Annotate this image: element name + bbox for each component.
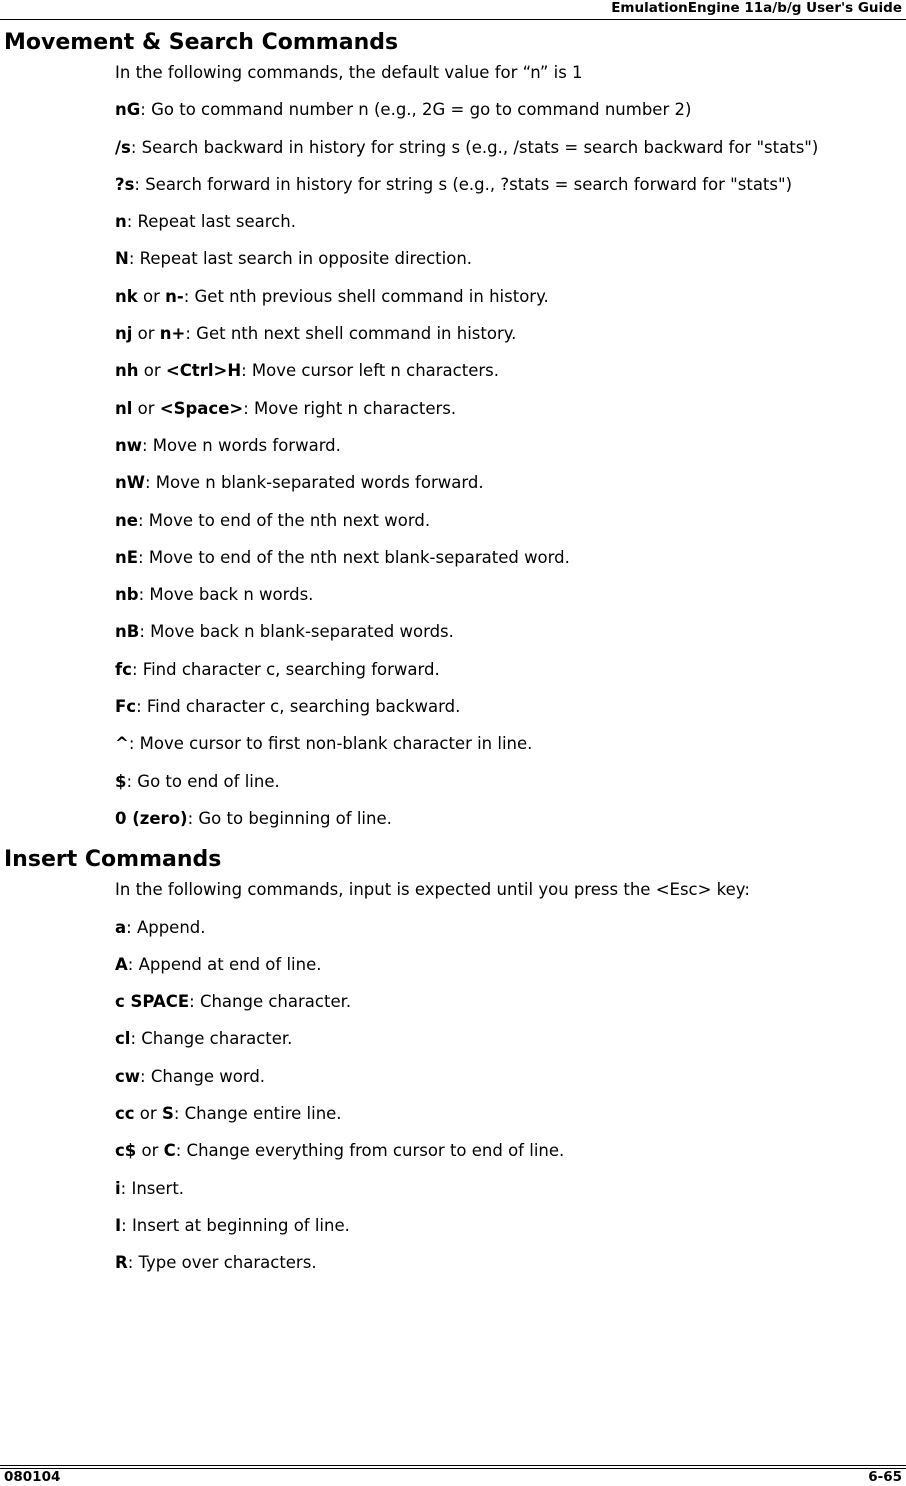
command-key: n [115,212,127,232]
command-key: A [115,954,128,974]
section-intro: In the following commands, input is expected until you press the <Esc> key: [115,880,750,900]
command-item [115,286,903,308]
command-item [115,547,903,569]
command-description: : Move n blank-separated words forward. [144,473,484,493]
command-description: : Change word. [140,1066,266,1086]
command-item [115,1252,903,1274]
command-item [115,360,903,382]
command-description: : Change character. [130,1029,293,1049]
command-item [115,211,903,233]
command-description: : Move to end of the nth next word. [137,510,431,530]
command-description: : Get nth next shell command in history. [185,324,517,344]
command-key: nb [115,585,139,605]
command-description: : Change character. [189,992,352,1012]
command-item [115,248,903,270]
command-key: c SPACE [115,992,190,1012]
section-intro: In the following commands, the default value for “n” is 1 [115,63,583,82]
command-key: nl [115,398,133,418]
command-item [115,323,903,345]
command-key: /s [115,137,131,157]
command-key: nk [115,286,138,306]
command-item [115,398,903,420]
command-description: : Change entire line. [173,1104,342,1124]
command-item [115,1103,903,1125]
command-item [115,659,903,681]
command-description: : Move to end of the nth next blank-separated word. [138,547,570,567]
command-key: nE [115,547,139,567]
command-description: : Move cursor left n characters. [241,361,499,381]
command-item [115,435,903,457]
command-key: n- [165,286,184,306]
command-key: S [161,1104,174,1124]
command-key: Fc [115,697,137,717]
command-key: nW [115,473,145,493]
command-item [115,991,903,1013]
command-description: : Search forward in history for string s (e.g., ?stats = search forward for "stats") [134,174,793,194]
command-item [115,696,903,718]
section-heading: Insert Commands [4,847,222,873]
command-item [115,771,903,793]
command-key: I [115,1215,122,1235]
command-key: nj [115,324,133,344]
command-key: n+ [159,324,186,344]
command-connector: or [132,398,160,418]
command-key: R [115,1253,128,1273]
command-description: : Move back n blank-separated words. [139,622,454,642]
command-description: : Append. [126,917,206,937]
command-description: : Go to end of line. [126,771,280,791]
command-key: C [163,1141,176,1161]
command-item [115,472,903,494]
command-item [115,954,903,976]
command-description: : Repeat last search in opposite direction. [128,249,473,269]
command-item [115,1028,903,1050]
command-description: : Insert at beginning of line. [121,1215,350,1235]
command-key: N [115,249,129,269]
command-item [115,99,903,121]
section-movement-search-commands [0,28,906,830]
command-key: nG [115,100,141,120]
command-connector: or [137,286,166,306]
command-key: $ [115,771,127,791]
command-key: nh [115,361,139,381]
command-key: i [115,1178,121,1198]
section-heading: Movement & Search Commands [4,30,399,55]
footer-rule [0,1465,906,1466]
command-description: : Type over characters. [127,1253,317,1273]
command-item [115,510,903,532]
command-description: : Move back n words. [138,585,314,605]
command-item [115,174,903,196]
command-key: <Space> [159,398,244,418]
command-description: : Search backward in history for string s (e.g., /stats = search backward for "stats") [130,137,819,157]
command-item [115,808,903,830]
command-items [115,99,903,830]
command-key: a [115,917,127,937]
command-item [115,1178,903,1200]
command-key: nw [115,435,142,455]
command-list [115,879,903,1274]
command-description: : Append at end of line. [127,954,322,974]
command-description: : Find character c, searching forward. [131,659,440,679]
command-connector: or [134,1104,162,1124]
command-key: ^ [115,734,129,754]
page-number: 6-65 [868,1469,902,1485]
footer-rule [0,1468,906,1469]
command-key: nB [115,622,140,642]
command-description: : Repeat last search. [126,212,296,232]
command-item [115,584,903,606]
command-description: : Go to command number n (e.g., 2G = go to command number 2) [140,100,692,120]
document-number: 080104 [4,1469,61,1485]
command-key: cc [115,1104,135,1124]
command-connector: or [138,361,166,381]
command-description: : Insert. [120,1178,185,1198]
command-description: : Find character c, searching backward. [136,697,461,717]
command-item [115,621,903,643]
section-insert-commands [0,845,906,1274]
command-key: cw [115,1066,141,1086]
command-connector: or [132,324,160,344]
command-description: : Move right n characters. [243,398,457,418]
command-item [115,917,903,939]
command-key: <Ctrl>H [165,361,242,381]
page-footer [0,1465,906,1486]
command-key: cl [115,1029,131,1049]
command-key: ne [115,510,138,530]
command-description: : Move cursor to first non-blank character in line. [128,734,533,754]
command-description: : Move n words forward. [142,435,341,455]
page-header [0,0,906,20]
command-list [115,62,903,830]
document-title: EmulationEngine 11a/b/g User's Guide [611,0,902,16]
command-key: 0 (zero) [115,808,188,828]
page-content [0,28,906,1290]
command-key: c$ [115,1141,137,1161]
command-item [115,137,903,159]
command-item [115,1215,903,1237]
command-key: fc [115,659,132,679]
command-items [115,917,903,1275]
command-description: : Go to beginning of line. [187,808,392,828]
command-item [115,1140,903,1162]
command-key: ?s [115,174,135,194]
command-description: : Change everything from cursor to end of line. [175,1141,565,1161]
command-item [115,1066,903,1088]
command-description: : Get nth previous shell command in history. [183,286,549,306]
command-connector: or [136,1141,164,1161]
command-item [115,733,903,755]
